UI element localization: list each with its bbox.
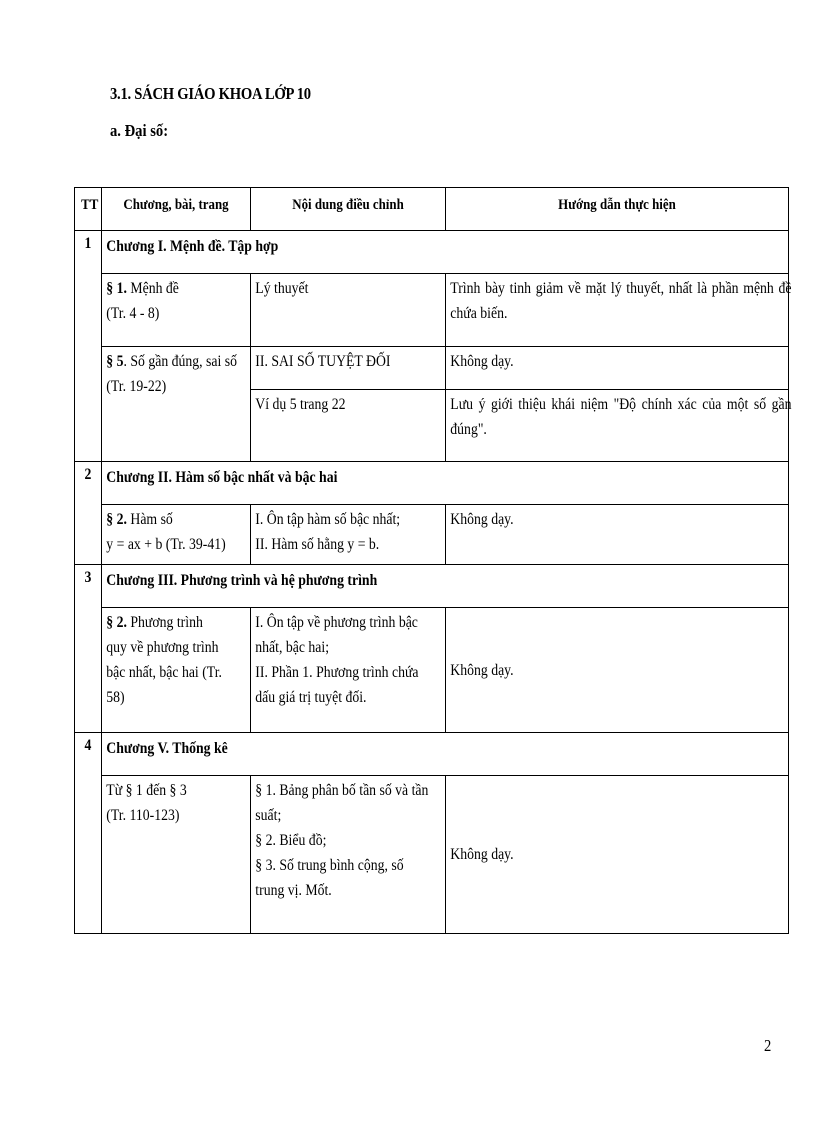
guide-cell: Không dạy. [446,347,789,390]
guide-cell: Không dạy. [446,505,789,565]
row-number: 4 [75,733,102,934]
chapter-title: Chương V. Thống kê [102,733,789,776]
chapter-row [75,231,789,274]
lesson-cell: § 2. Hàm số y = ax + b (Tr. 39-41) [102,505,251,565]
content-cell: I. Ôn tập hàm số bậc nhất; II. Hàm số hằng y = b. [251,505,446,565]
header-guide: Hướng dẫn thực hiện [446,188,789,231]
guide-cell: Không dạy. [446,608,789,733]
table-row [75,347,789,390]
section-heading: 3.1. SÁCH GIÁO KHOA LỚP 10 [110,84,311,103]
lesson-cell: § 5. Số gần đúng, sai số (Tr. 19-22) [102,347,251,462]
content-cell: § 1. Bảng phân bố tần số và tần suất; § 2. Biểu đồ; § 3. Số trung bình cộng, số trung vị. Mốt. [251,776,446,934]
row-number: 2 [75,462,102,565]
page-number: 2 [764,1036,772,1055]
chapter-row [75,565,789,608]
header-chapter: Chương, bài, trang [102,188,251,231]
chapter-title: Chương II. Hàm số bậc nhất và bậc hai [102,462,789,505]
guide-cell: Trình bày tinh giảm về mặt lý thuyết, nhất là phần mệnh đề chứa biến. [446,274,789,347]
row-number: 1 [75,231,102,462]
content-cell: II. SAI SỐ TUYỆT ĐỐI [251,347,446,390]
content-cell: I. Ôn tập về phương trình bậc nhất, bậc hai; II. Phần 1. Phương trình chứa dấu giá trị tuyệt đối. [251,608,446,733]
lesson-cell: § 2. Phương trình quy về phương trình bậc nhất, bậc hai (Tr. 58) [102,608,251,733]
lesson-cell: Từ § 1 đến § 3 (Tr. 110-123) [102,776,251,934]
guide-cell: Lưu ý giới thiệu khái niệm "Độ chính xác của một số gần đúng". [446,390,789,462]
header-content: Nội dung điều chỉnh [251,188,446,231]
lesson-cell: § 1. Mệnh đề (Tr. 4 - 8) [102,274,251,347]
guide-cell: Không dạy. [446,776,789,934]
content-cell: Lý thuyết [251,274,446,347]
adjustment-table [74,187,792,934]
table-row [75,505,789,565]
chapter-title: Chương III. Phương trình và hệ phương trình [102,565,789,608]
table-row [75,776,789,934]
table-header-row [75,188,789,231]
chapter-row [75,462,789,505]
sub-heading: a. Đại số: [110,121,169,140]
row-number: 3 [75,565,102,733]
header-tt: TT [75,188,102,231]
table-row [75,608,789,733]
content-cell: Ví dụ 5 trang 22 [251,390,446,462]
chapter-row [75,733,789,776]
chapter-title: Chương I. Mệnh đề. Tập hợp [102,231,789,274]
table-row [75,274,789,347]
